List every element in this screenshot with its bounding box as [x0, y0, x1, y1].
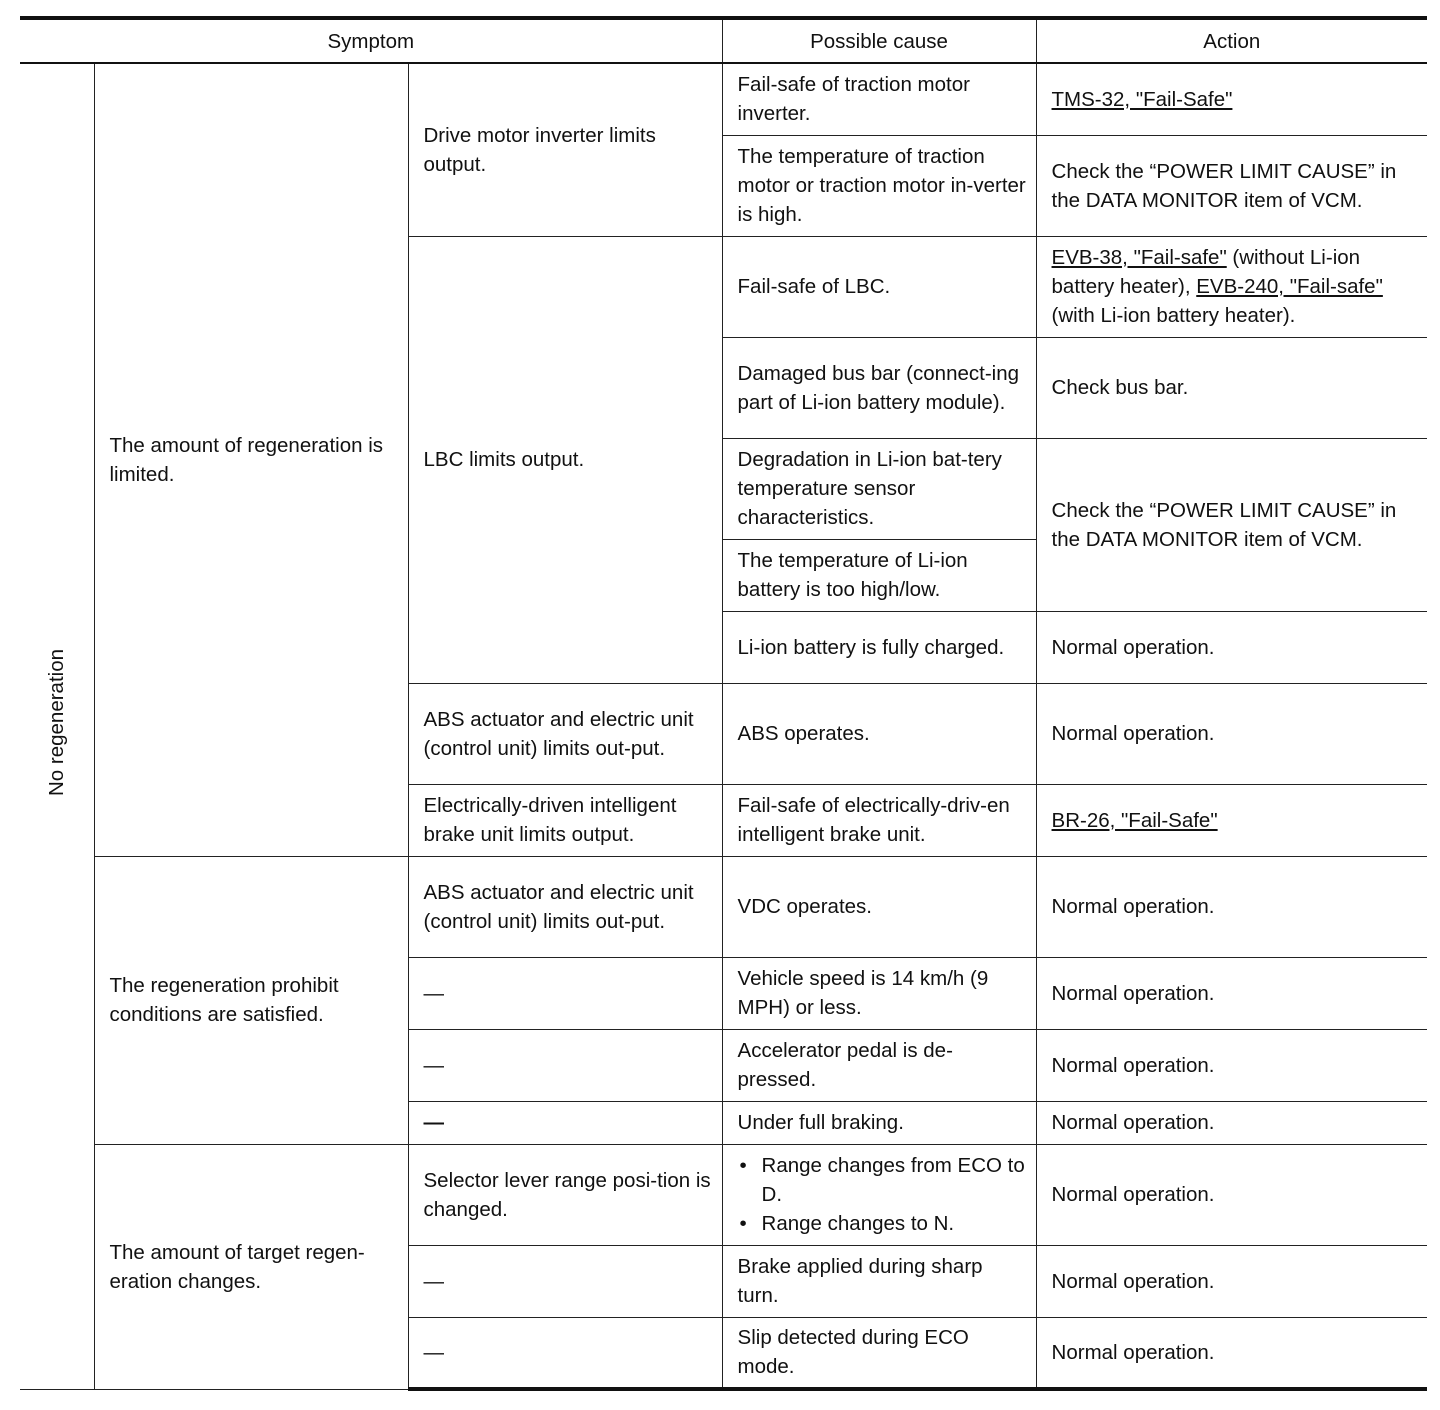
- list-item: • Range changes from ECO to D.: [762, 1151, 1028, 1209]
- table-row: [20, 856, 1427, 957]
- cause-cell: The temperature of traction motor or traction motor in-verter is high.: [722, 135, 1036, 236]
- cause-cell: VDC operates.: [722, 856, 1036, 957]
- symptom-limited: The amount of regeneration is limited.: [94, 63, 408, 856]
- table-row: [20, 63, 1427, 135]
- list-item: • Range changes to N.: [762, 1209, 1028, 1238]
- condition-dash: —: [408, 1245, 722, 1317]
- action-cell: Normal operation.: [1036, 1317, 1427, 1389]
- cause-cell: Degradation in Li-ion bat-tery temperature sensor characteristics.: [722, 438, 1036, 539]
- action-cell: Normal operation.: [1036, 957, 1427, 1029]
- action-cell: [1036, 784, 1427, 856]
- action-cell: Normal operation.: [1036, 1245, 1427, 1317]
- cause-cell: ABS operates.: [722, 683, 1036, 784]
- symptom-group-label: No regeneration: [45, 648, 69, 796]
- condition-abs: ABS actuator and electric unit (control unit) limits out-put.: [408, 856, 722, 957]
- symptom-group-cell: [20, 63, 94, 1389]
- cause-bullet-list: [738, 1151, 1028, 1238]
- cause-cell: Li-ion battery is fully charged.: [722, 611, 1036, 683]
- action-cell: Check the “POWER LIMIT CAUSE” in the DATA MONITOR item of VCM.: [1036, 135, 1427, 236]
- condition-dash: —: [408, 957, 722, 1029]
- condition-dash: —: [408, 1317, 722, 1389]
- symptom-target: The amount of target regen-eration changes.: [94, 1144, 408, 1389]
- table-row: [20, 1144, 1427, 1245]
- header-symptom: Symptom: [20, 18, 722, 63]
- header-row: [20, 18, 1427, 63]
- cause-cell: Vehicle speed is 14 km/h (9 MPH) or less.: [722, 957, 1036, 1029]
- cause-cell: Fail-safe of traction motor inverter.: [722, 63, 1036, 135]
- action-cell: Normal operation.: [1036, 611, 1427, 683]
- action-link-evb38[interactable]: EVB-38, "Fail-safe": [1051, 246, 1227, 269]
- header-action: Action: [1036, 18, 1427, 63]
- condition-selector: Selector lever range posi-tion is changed.: [408, 1144, 722, 1245]
- cause-cell: Brake applied during sharp turn.: [722, 1245, 1036, 1317]
- cause-cell: Under full braking.: [722, 1101, 1036, 1144]
- action-cell: Normal operation.: [1036, 1029, 1427, 1101]
- cause-cell: Accelerator pedal is de-pressed.: [722, 1029, 1036, 1101]
- cause-cell: Damaged bus bar (connect-ing part of Li-ion battery module).: [722, 337, 1036, 438]
- condition-abs: ABS actuator and electric unit (control unit) limits out-put.: [408, 683, 722, 784]
- action-cell: [1036, 236, 1427, 337]
- action-cell: Normal operation.: [1036, 683, 1427, 784]
- symptom-prohibit: The regeneration prohibit conditions are satisfied.: [94, 856, 408, 1144]
- condition-brake-unit: Electrically-driven intelligent brake unit limits output.: [408, 784, 722, 856]
- action-link-evb240[interactable]: EVB-240, "Fail-safe": [1196, 275, 1383, 298]
- action-cell: Normal operation.: [1036, 1144, 1427, 1245]
- action-text: (with Li-ion battery heater).: [1051, 304, 1296, 327]
- header-possible-cause: Possible cause: [722, 18, 1036, 63]
- action-cell: Normal operation.: [1036, 856, 1427, 957]
- action-cell: [1036, 63, 1427, 135]
- cause-cell: The temperature of Li-ion battery is too high/low.: [722, 539, 1036, 611]
- action-cell: Normal operation.: [1036, 1101, 1427, 1144]
- condition-dash: —: [408, 1029, 722, 1101]
- action-link-tms32[interactable]: TMS-32, "Fail-Safe": [1051, 87, 1233, 111]
- action-cell: Check bus bar.: [1036, 337, 1427, 438]
- action-text: (without Li-ion battery heater),: [1051, 246, 1361, 298]
- action-link-br26[interactable]: BR-26, "Fail-Safe": [1051, 808, 1218, 832]
- condition-inverter: Drive motor inverter limits output.: [408, 63, 722, 236]
- diagnosis-table: [20, 16, 1427, 1391]
- condition-lbc: LBC limits output.: [408, 236, 722, 683]
- action-cell: Check the “POWER LIMIT CAUSE” in the DATA MONITOR item of VCM.: [1036, 438, 1427, 611]
- cause-cell: [722, 1144, 1036, 1245]
- condition-dash: —: [408, 1101, 722, 1144]
- cause-cell: Fail-safe of electrically-driv-en intelligent brake unit.: [722, 784, 1036, 856]
- cause-cell: Slip detected during ECO mode.: [722, 1317, 1036, 1389]
- cause-cell: Fail-safe of LBC.: [722, 236, 1036, 337]
